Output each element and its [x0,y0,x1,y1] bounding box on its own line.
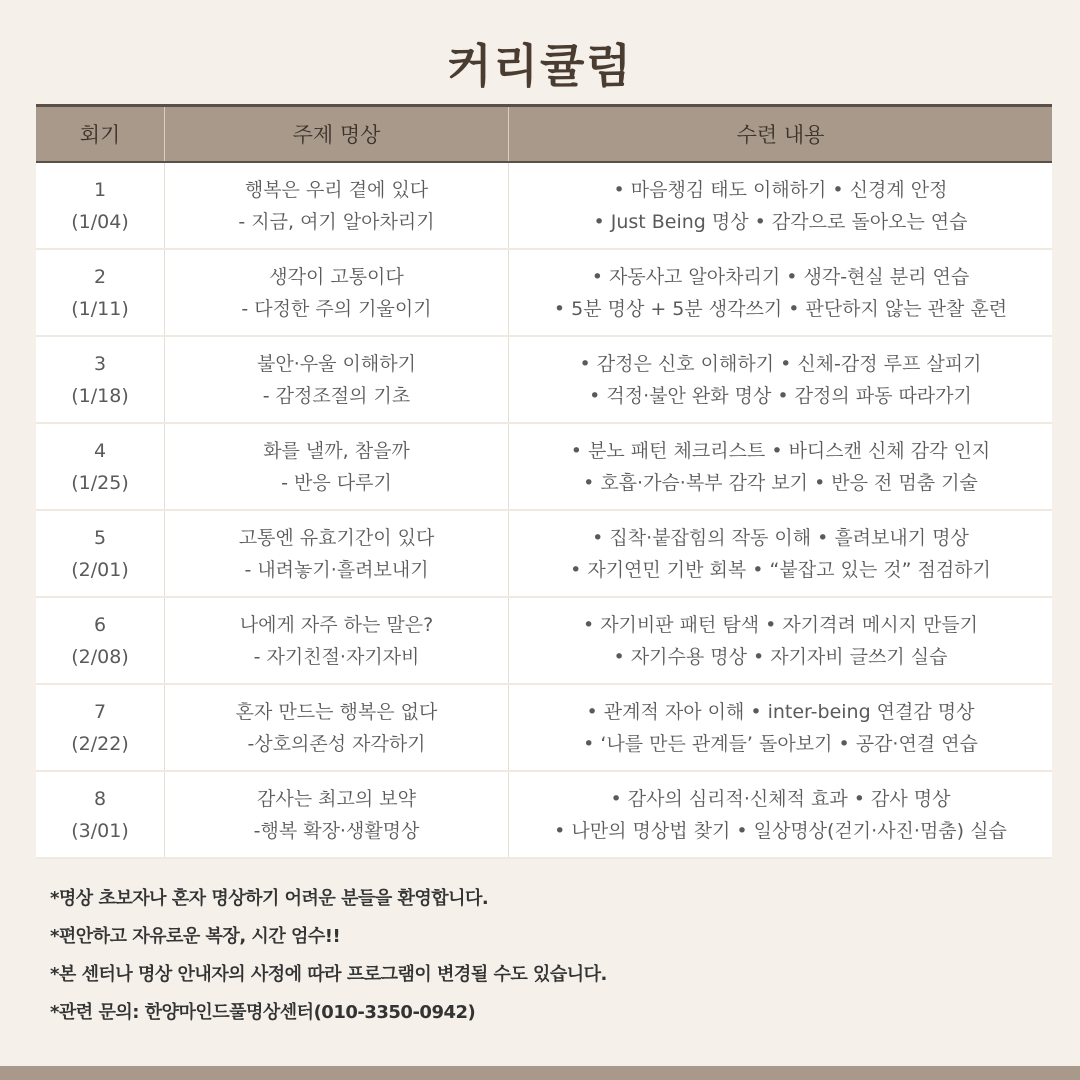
practice-cell-line: • 자기비판 패턴 탐색 • 자기격려 메시지 만들기 [582,613,979,636]
topic-cell [165,423,509,510]
session-cell-line: (2/01) [71,558,129,581]
session-cell-line: 2 [93,265,107,288]
session-cell-line: (1/18) [71,384,129,407]
topic-cell-line: - 지금, 여기 알아차리기 [238,210,435,233]
session-cell [36,249,165,336]
session-cell [36,597,165,684]
session-cell [36,162,165,249]
notes [50,880,1030,1032]
session-cell-line: (1/11) [71,297,129,320]
session-cell [36,423,165,510]
session-cell-line: 7 [93,700,107,723]
header-session: 회기 [36,106,165,163]
topic-cell-line: - 반응 다루기 [281,471,392,494]
session-cell-line: (3/01) [71,819,129,842]
session-cell-line: 1 [93,178,107,201]
topic-cell-line: - 다정한 주의 기울이기 [241,297,432,320]
table-row [36,162,1052,249]
practice-cell-line: • 나만의 명상법 찾기 • 일상명상(걷기·사진·멈춤) 실습 [554,819,1007,842]
topic-cell [165,336,509,423]
practice-cell [509,162,1053,249]
table-row [36,597,1052,684]
practice-cell [509,771,1053,858]
practice-cell-line: • 자동사고 알아차리기 • 생각-현실 분리 연습 [591,265,970,288]
practice-cell-line: • 관계적 자아 이해 • inter-being 연결감 명상 [586,700,975,723]
table-row [36,771,1052,858]
session-cell-line: 3 [93,352,107,375]
session-cell [36,684,165,771]
session-cell-line: 6 [93,613,107,636]
header-practice: 수련 내용 [509,106,1053,163]
practice-cell [509,597,1053,684]
practice-cell [509,249,1053,336]
table-row [36,336,1052,423]
session-cell [36,771,165,858]
table-row [36,684,1052,771]
practice-cell [509,510,1053,597]
note-change: *본 센터나 명상 안내자의 사정에 따라 프로그램이 변경될 수도 있습니다. [50,964,607,985]
topic-cell [165,597,509,684]
practice-cell-line: • 자기수용 명상 • 자기자비 글쓰기 실습 [613,645,948,668]
session-cell-line: 4 [93,439,107,462]
topic-cell-line: 고통엔 유효기간이 있다 [238,526,435,549]
note-beginners: *명상 초보자나 혼자 명상하기 어려운 분들을 환영합니다. [50,888,489,909]
table-row [36,249,1052,336]
topic-cell [165,510,509,597]
table-header-row [36,106,1052,163]
practice-cell [509,423,1053,510]
topic-cell-line: 나에게 자주 하는 말은? [239,613,434,636]
topic-cell [165,771,509,858]
topic-cell-line: 감사는 최고의 보약 [257,787,416,810]
page-title: 커리큘럼 [447,39,633,93]
topic-cell [165,249,509,336]
practice-cell-line: • 자기연민 기반 회복 • “붙잡고 있는 것” 점검하기 [570,558,991,581]
topic-cell-line: - 감정조절의 기초 [262,384,411,407]
session-cell-line: (1/25) [71,471,129,494]
topic-cell-line: 생각이 고통이다 [269,265,404,288]
session-cell-line: (1/04) [71,210,129,233]
topic-cell [165,684,509,771]
topic-cell-line: 화를 낼까, 참을까 [263,439,410,462]
topic-cell-line: 혼자 만드는 행복은 없다 [235,700,438,723]
practice-cell-line: • 5분 명상 + 5분 생각쓰기 • 판단하지 않는 관찰 훈련 [553,297,1008,320]
table-row [36,423,1052,510]
practice-cell-line: • 호흡·가슴·복부 감각 보기 • 반응 전 멈춤 기술 [583,471,978,494]
header-topic: 주제 명상 [165,106,509,163]
topic-cell-line: - 자기친절·자기자비 [253,645,420,668]
session-cell-line: (2/22) [71,732,129,755]
table-row [36,510,1052,597]
topic-cell-line: -행복 확장·생활명상 [253,819,420,842]
practice-cell-line: • 마음챙김 태도 이해하기 • 신경계 안정 [613,178,948,201]
practice-cell-line: • 감정은 신호 이해하기 • 신체-감정 루프 살피기 [579,352,982,375]
practice-cell-line: • 집착·붙잡힘의 작동 이해 • 흘려보내기 명상 [592,526,969,549]
topic-cell-line: 행복은 우리 곁에 있다 [244,178,429,201]
topic-cell-line: 불안·우울 이해하기 [257,352,416,375]
session-cell-line: 8 [93,787,107,810]
note-dress: *편안하고 자유로운 복장, 시간 엄수!! [50,926,341,947]
practice-cell-line: • 감사의 심리적·신체적 효과 • 감사 명상 [610,787,951,810]
practice-cell-line: • 분노 패턴 체크리스트 • 바디스캔 신체 감각 인지 [570,439,991,462]
practice-cell-line: • 걱정·불안 완화 명상 • 감정의 파동 따라가기 [589,384,972,407]
session-cell-line: 5 [93,526,107,549]
topic-cell-line: -상호의존성 자각하기 [247,732,426,755]
curriculum-table [36,104,1052,859]
session-cell-line: (2/08) [71,645,129,668]
session-cell [36,336,165,423]
practice-cell-line: • Just Being 명상 • 감각으로 돌아오는 연습 [593,210,968,233]
topic-cell [165,162,509,249]
practice-cell [509,684,1053,771]
practice-cell-line: • ‘나를 만든 관계들’ 돌아보기 • 공감·연결 연습 [583,732,978,755]
note-contact: *관련 문의: 한양마인드풀명상센터(010-3350-0942) [50,1002,476,1023]
practice-cell [509,336,1053,423]
topic-cell-line: - 내려놓기·흘려보내기 [244,558,429,581]
bottom-bar [0,1066,1080,1080]
session-cell [36,510,165,597]
